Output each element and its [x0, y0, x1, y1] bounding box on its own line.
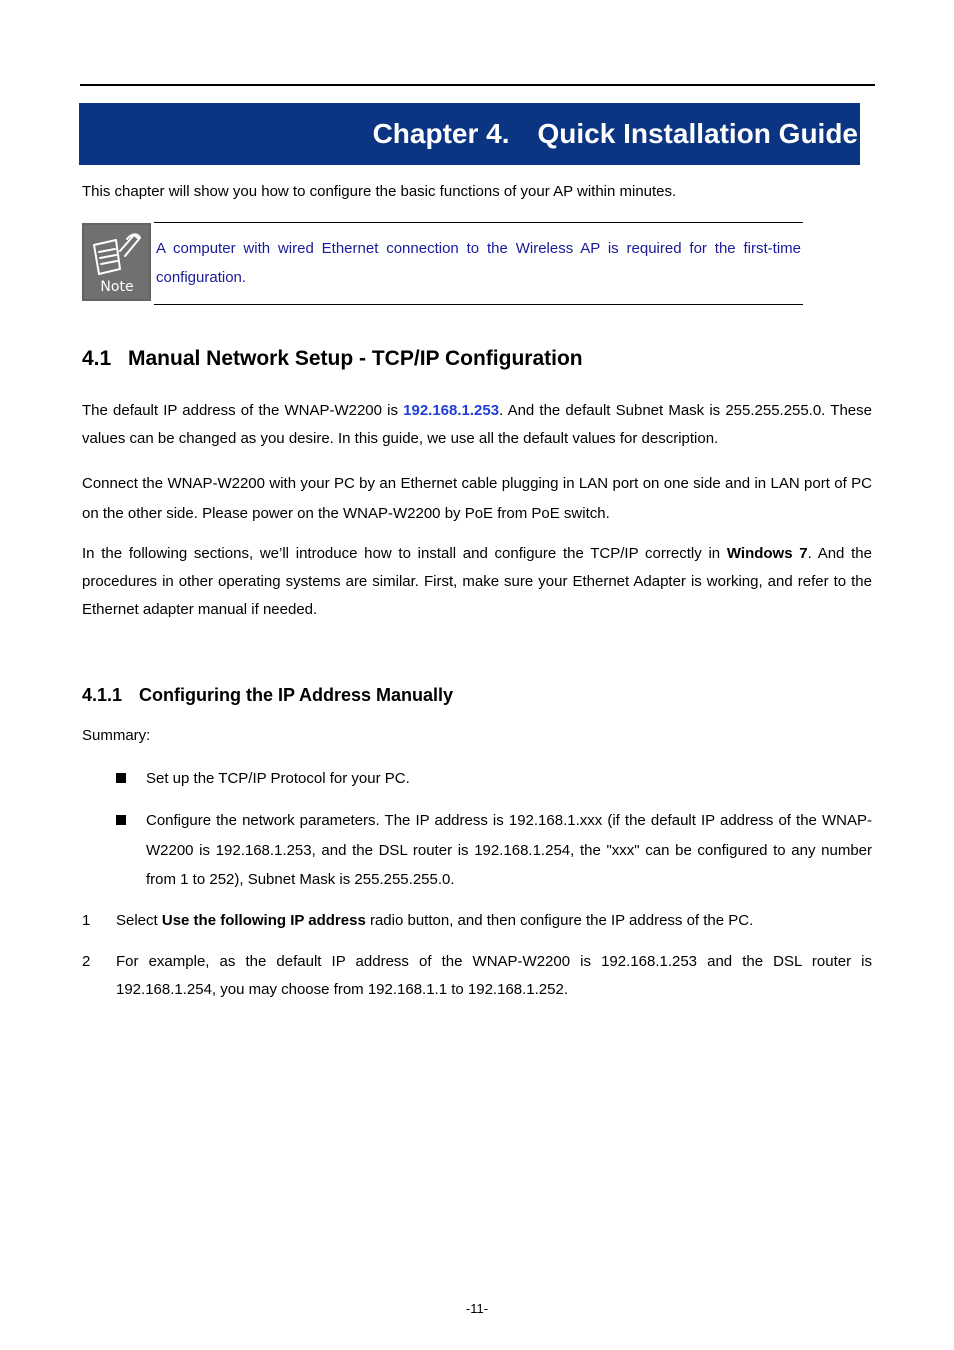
summary-label: Summary:: [82, 727, 151, 744]
step-text: Select Use the following IP address radio button, and then configure the IP address of the PC.: [116, 912, 754, 929]
radio-option-name: Use the following IP address: [161, 912, 366, 929]
step-number: 1: [82, 912, 91, 929]
page-number: -11-: [465, 1301, 489, 1316]
paragraph-default-ip: The default IP address of the WNAP-W2200 is 192.168.1.253. And the default Subnet Mask is 255.255.255.0. These values can be changed as you desire. In this guide, we use all the default values for description.: [82, 402, 872, 447]
section-title: Configuring the IP Address Manually: [139, 685, 454, 705]
list-item: Set up the TCP/IP Protocol for your PC.: [146, 770, 410, 787]
bullet-marker: [116, 815, 126, 825]
section-number: 4.1: [82, 347, 112, 370]
bullet-marker: [116, 773, 126, 783]
note-icon: [82, 223, 151, 301]
note-top-rule: [154, 222, 803, 223]
note-bottom-rule: [154, 304, 803, 305]
svg-text:Note: Note: [100, 279, 134, 295]
list-item: Configure the network parameters. The IP address is 192.168.1.xxx (if the default IP address of the WNAP-W2200 is 192.168.1.253, and the DSL router is 192.168.1.254, the "xxx" can be configured to any number from 1 to 252), Subnet Mask is 255.255.255.0.: [146, 812, 872, 888]
paragraph-connect: Connect the WNAP-W2200 with your PC by an Ethernet cable plugging in LAN port on one side and in LAN port of PC on the other side. Please power on the WNAP-W2200 by PoE from PoE switch.: [82, 475, 872, 522]
header-rule: [80, 84, 875, 86]
section-heading-4-1: [82, 344, 583, 374]
section-number: 4.1.1: [82, 685, 123, 705]
section-heading-4-1-1: [82, 682, 453, 708]
default-ip-address: 192.168.1.253: [403, 402, 500, 419]
windows-7-text: Windows 7: [726, 545, 808, 562]
paragraph-windows7: In the following sections, we’ll introduce how to install and configure the TCP/IP correctly in Windows 7. And the procedures in other operating systems are similar. First, make sure your Ethernet Adapter is working, and refer to the Ethernet adapter manual if needed.: [82, 545, 872, 618]
step-number: 2: [82, 953, 91, 970]
chapter-label: Chapter 4.: [372, 118, 510, 149]
intro-paragraph: This chapter will show you how to configure the basic functions of your AP within minutes.: [82, 183, 677, 200]
note-text: A computer with wired Ethernet connection to the Wireless AP is required for the first-time configuration.: [156, 240, 801, 286]
section-title: Manual Network Setup - TCP/IP Configuration: [128, 347, 583, 370]
chapter-banner: [79, 103, 860, 165]
step-text: For example, as the default IP address of the WNAP-W2200 is 192.168.1.253 and the DSL router is 192.168.1.254, you may choose from 192.168.1.1 to 192.168.1.252.: [116, 953, 872, 998]
chapter-title: Quick Installation Guide: [537, 118, 858, 149]
